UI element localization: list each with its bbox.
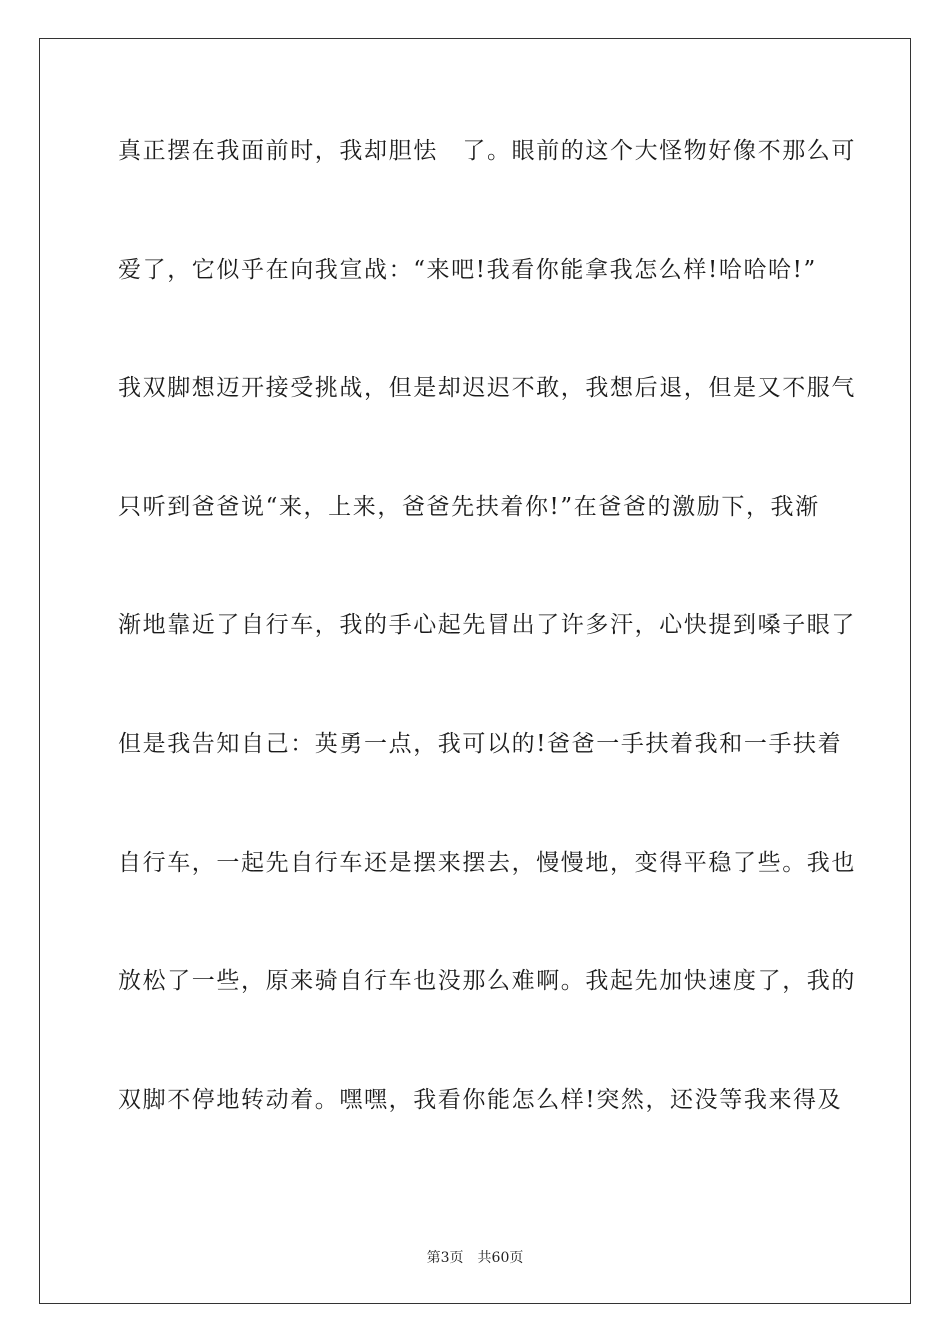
text-line-9: 双脚不停地转动着。嘿嘿，我看你能怎么样!突然，还没等我来得及 xyxy=(118,1086,843,1113)
text-line-3: 我双脚想迈开接受挑战，但是却迟迟不敢，我想后退，但是又不服气 xyxy=(118,375,856,402)
page-number: 第3页 xyxy=(426,1250,464,1266)
text-line-6: 但是我告知自己：英勇一点，我可以的!爸爸一手扶着我和一手扶着 xyxy=(118,730,843,757)
text-line-2: 爱了，它似乎在向我宣战：“来吧!我看你能拿我怎么样!哈哈哈!” xyxy=(118,256,817,283)
text-line-4: 只听到爸爸说“来，上来，爸爸先扶着你!”在爸爸的激励下，我渐 xyxy=(118,493,820,520)
text-line-8: 放松了一些，原来骑自行车也没那么难啊。我起先加快速度了，我的 xyxy=(118,968,856,995)
text-line-1: 真正摆在我面前时，我却胆怯 了。眼前的这个大怪物好像不那么可 xyxy=(118,138,856,164)
document-body xyxy=(118,128,856,1195)
page-footer xyxy=(0,1247,950,1267)
page-total: 共60页 xyxy=(477,1250,524,1266)
text-line-5: 渐地靠近了自行车，我的手心起先冒出了许多汗，心快提到嗓子眼了 xyxy=(118,612,856,639)
text-line-7: 自行车，一起先自行车还是摆来摆去，慢慢地，变得平稳了些。我也 xyxy=(118,849,856,876)
